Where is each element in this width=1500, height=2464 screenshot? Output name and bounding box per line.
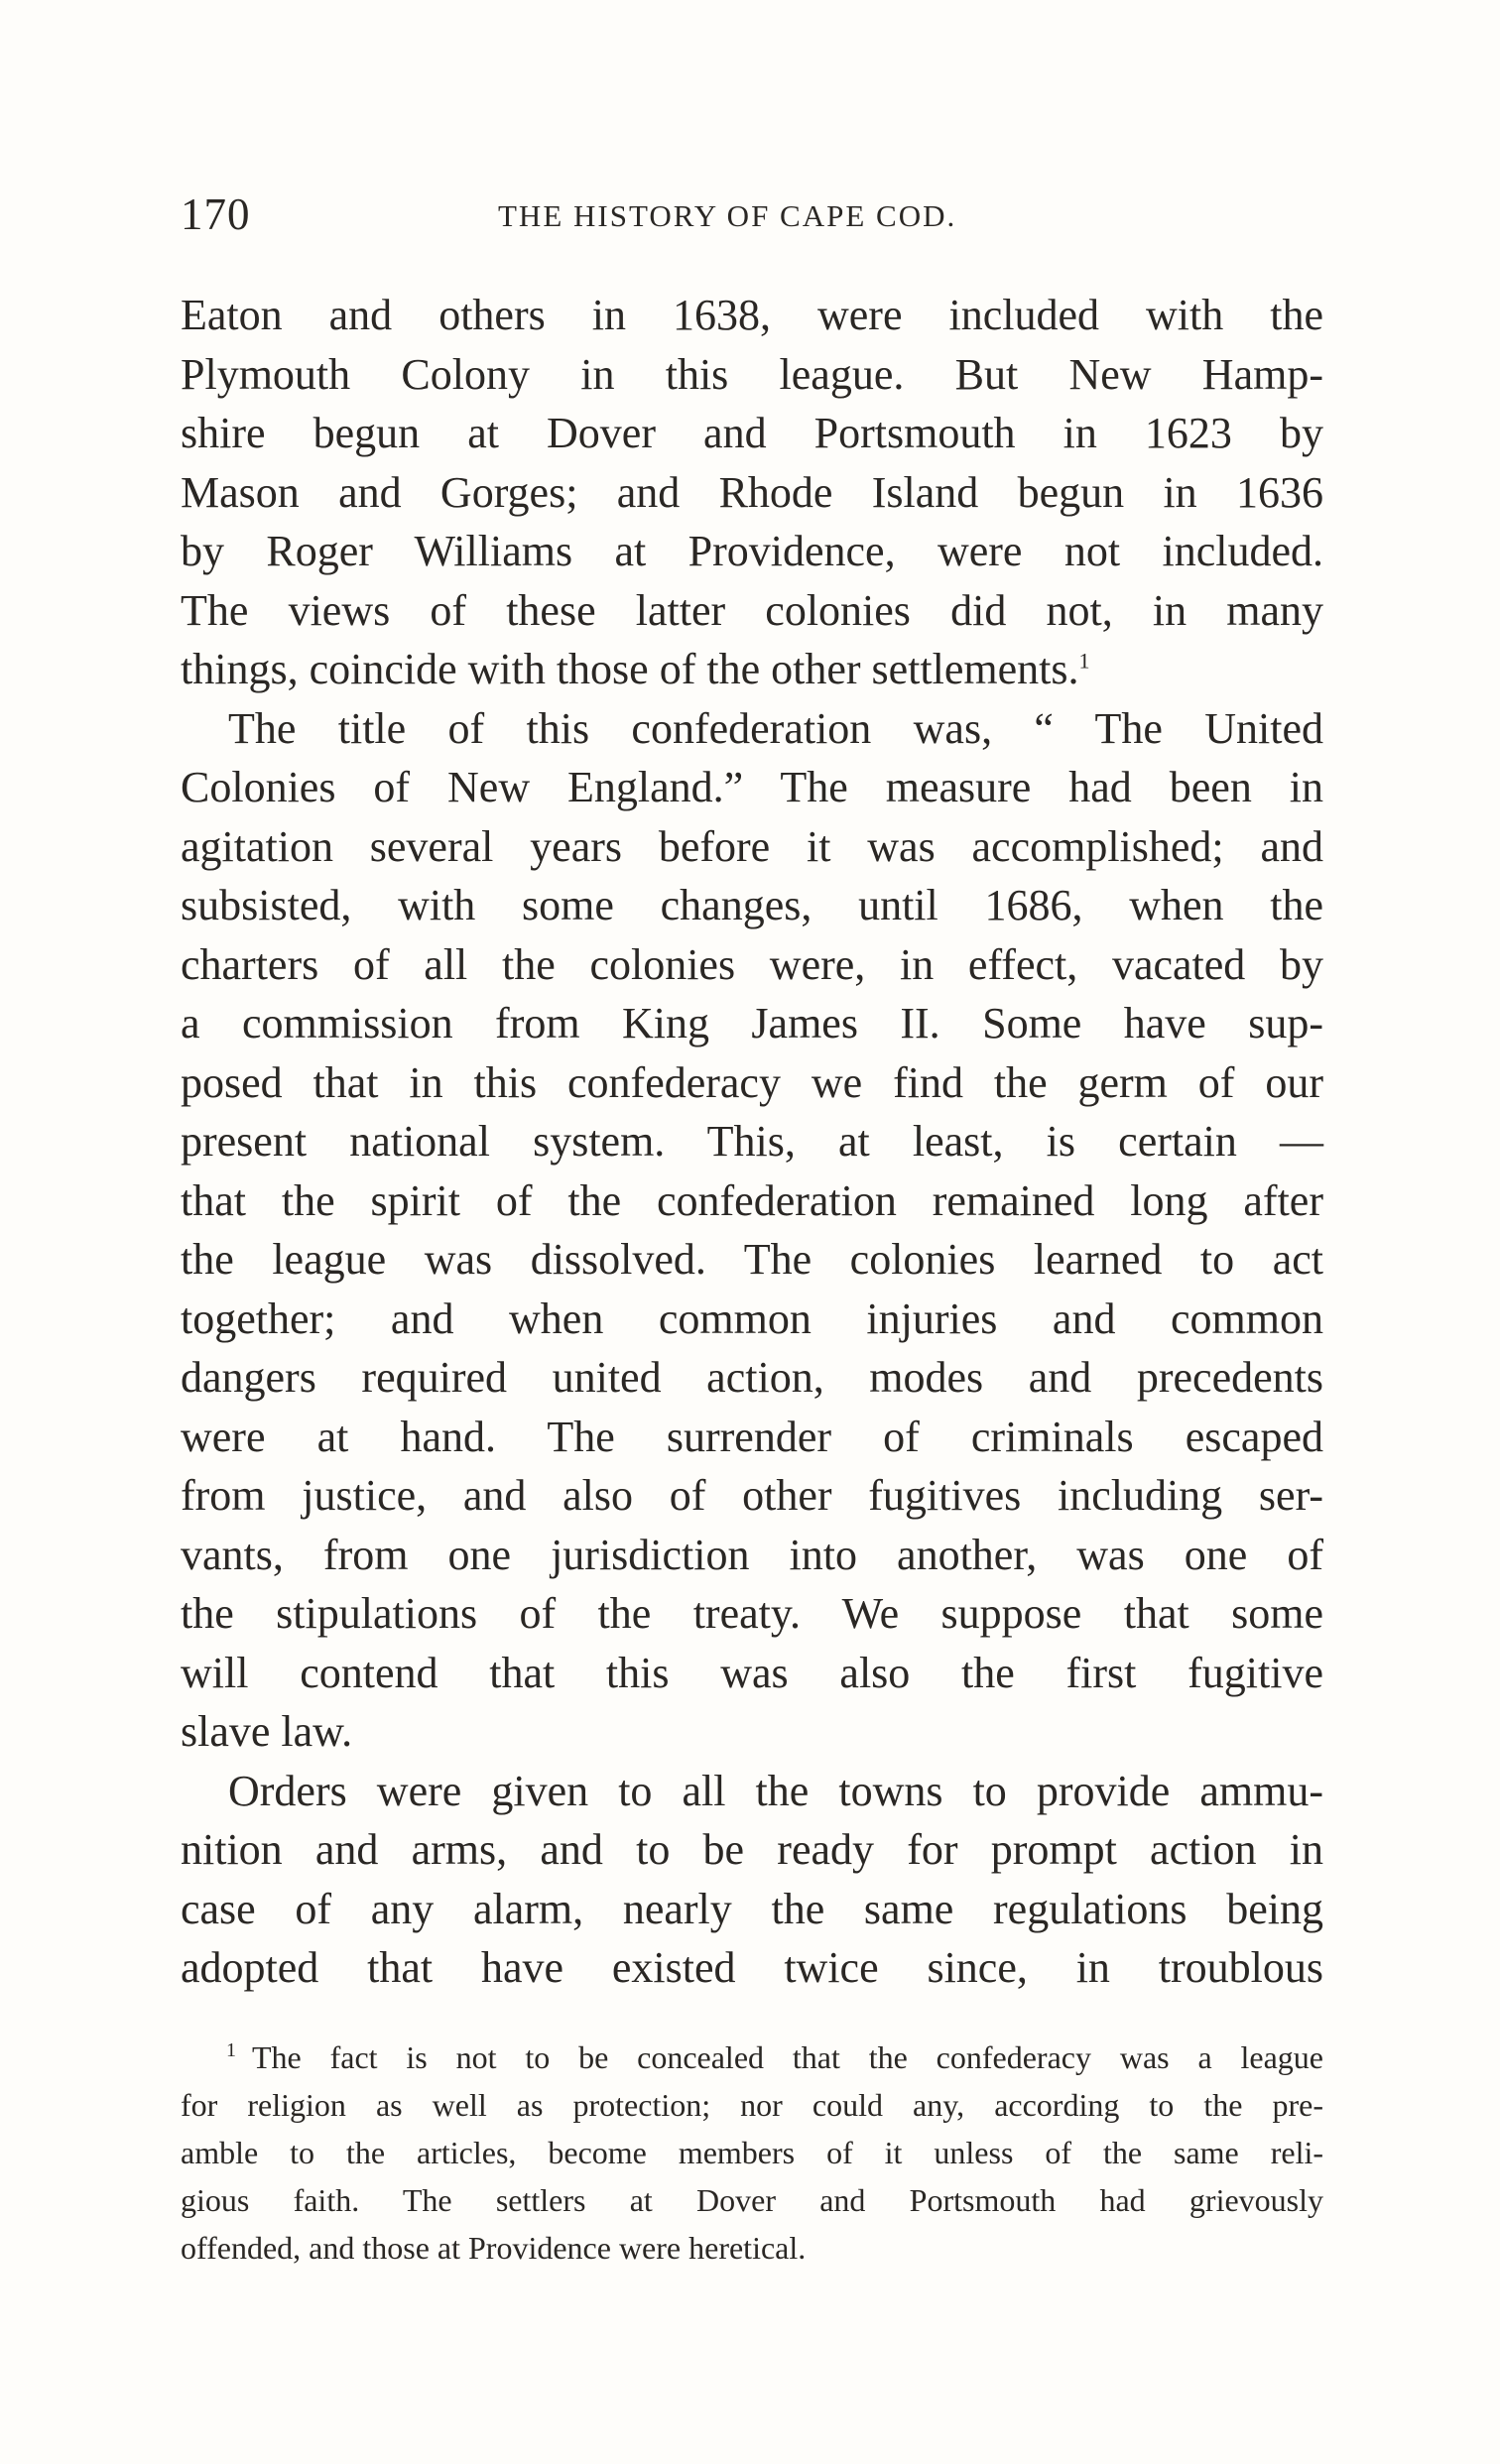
body-line: shire begun at Dover and Portsmouth in 1623 by	[181, 409, 1323, 457]
body-line: Colonies of New England.” The measure had been in	[181, 763, 1323, 811]
footnote-marker: 1	[226, 2039, 236, 2062]
body-line: The views of these latter colonies did not, in many	[181, 585, 1323, 635]
page-number: 170	[181, 189, 251, 239]
body-line-text: things, coincide with those of the other settlements.	[181, 645, 1079, 693]
footnote-line-text: The fact is not to be concealed that the confederacy was a league	[252, 2039, 1323, 2075]
body-line	[181, 640, 1323, 699]
body-line: subsisted, with some changes, until 1686, when the	[181, 881, 1323, 929]
body-text	[181, 286, 1323, 1998]
footnote-reference: 1	[1078, 648, 1090, 674]
body-line: the stipulations of the treaty. We suppose that some	[181, 1589, 1323, 1638]
body-line: Orders were given to all the towns to provide ammu-	[228, 1766, 1323, 1815]
body-line: nition and arms, and to be ready for prompt action in	[181, 1825, 1323, 1874]
body-line: agitation several years before it was accomplished; and	[181, 821, 1323, 871]
body-line: present national system. This, at least, is certain —	[181, 1117, 1323, 1166]
body-line: slave law.	[181, 1707, 353, 1756]
running-head	[181, 185, 1323, 244]
body-line: vants, from one jurisdiction into another, was one of	[181, 1530, 1323, 1579]
footnote-line: offended, and those at Providence were heretical.	[181, 2230, 807, 2266]
body-line: The title of this confederation was, “ The United	[228, 703, 1323, 753]
footnote-line: amble to the articles, become members of it unless of the same reli-	[181, 2135, 1323, 2170]
body-line: posed that in this confederacy we find the germ of our	[181, 1057, 1323, 1107]
body-line: Plymouth Colony in this league. But New Hamp-	[181, 349, 1323, 399]
body-line: Eaton and others in 1638, were included with the	[181, 291, 1323, 339]
body-line: by Roger Williams at Providence, were not included.	[181, 527, 1323, 575]
body-line: from justice, and also of other fugitives including ser-	[181, 1471, 1323, 1520]
body-line: adopted that have existed twice since, in troublous	[181, 1943, 1323, 1992]
body-line: dangers required united action, modes and precedents	[181, 1353, 1323, 1402]
body-line: case of any alarm, nearly the same regulations being	[181, 1884, 1323, 1933]
running-title: THE HISTORY OF CAPE COD.	[498, 198, 957, 233]
body-line: that the spirit of the confederation remained long after	[181, 1175, 1323, 1225]
body-line: Mason and Gorges; and Rhode Island begun in 1636	[181, 467, 1323, 517]
footnote-line: gious faith. The settlers at Dover and Portsmouth had grievously	[181, 2182, 1323, 2218]
body-line: will contend that this was also the first fugitive	[181, 1648, 1323, 1697]
body-line: were at hand. The surrender of criminals escaped	[181, 1412, 1323, 1461]
footnote-line	[181, 2033, 1323, 2081]
footnote-line: for religion as well as protection; nor could any, according to the pre-	[181, 2087, 1323, 2123]
body-line: together; and when common injuries and common	[181, 1294, 1323, 1343]
body-line: a commission from King James II. Some have sup-	[181, 999, 1323, 1047]
body-line: the league was dissolved. The colonies learned to act	[181, 1235, 1323, 1284]
body-line: charters of all the colonies were, in effect, vacated by	[181, 939, 1323, 989]
footnote	[181, 2033, 1323, 2272]
